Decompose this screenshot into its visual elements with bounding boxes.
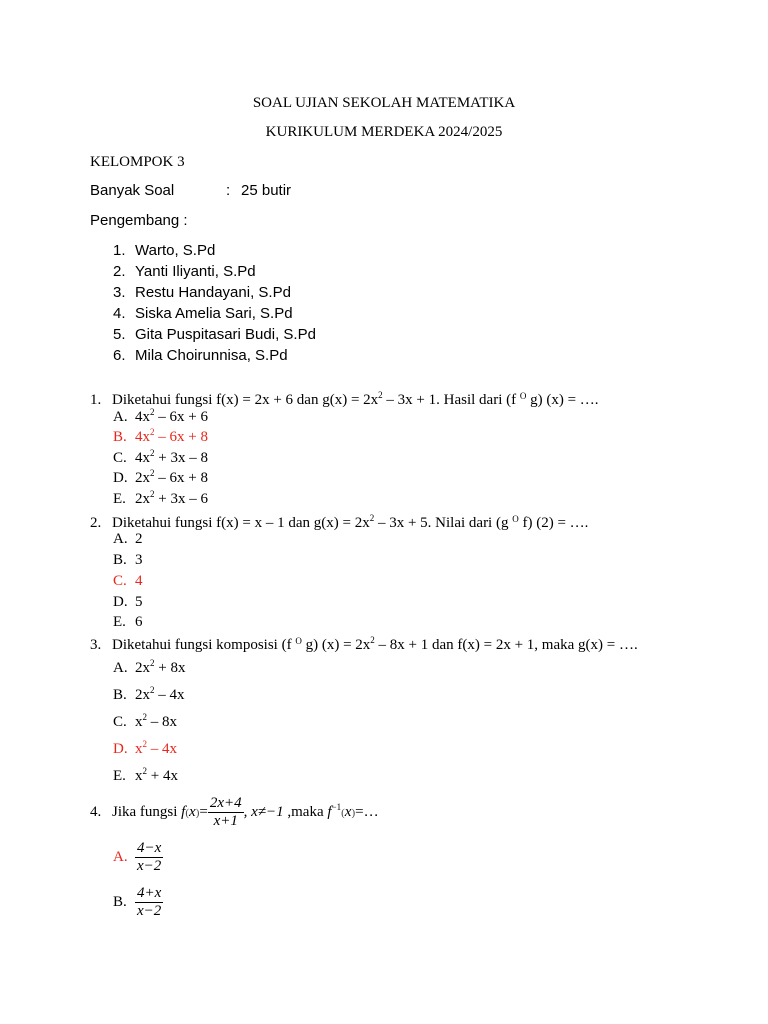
option-label: D.: [113, 594, 128, 610]
fraction: [208, 795, 244, 830]
option-label: C.: [113, 450, 127, 466]
superscript: 2: [150, 427, 155, 437]
list-item: [113, 241, 215, 261]
question-count-separator: :: [226, 182, 231, 199]
option-a-correct[interactable]: [113, 838, 163, 876]
option-text: + 8x: [154, 660, 186, 676]
option-label: E.: [113, 768, 126, 784]
paren: ): [351, 807, 356, 819]
option-text: – 6x + 8: [154, 429, 208, 445]
list-item: [113, 283, 291, 303]
developer-label: Pengembang :: [90, 212, 188, 229]
option-c-correct[interactable]: [113, 571, 143, 591]
option-label: A.: [113, 849, 128, 865]
superscript: 2: [150, 658, 155, 668]
option-a[interactable]: [113, 529, 143, 549]
option-text: 6: [135, 614, 143, 630]
fraction: [135, 840, 163, 875]
option-text: + 4x: [147, 768, 178, 784]
option-text: 4x: [135, 429, 150, 445]
developer-name: Gita Puspitasari Budi, S.Pd: [135, 326, 316, 343]
option-text: 4x: [135, 409, 150, 425]
superscript: 2: [150, 489, 155, 499]
option-label: A.: [113, 660, 128, 676]
list-item: [113, 304, 293, 324]
option-text: – 6x + 8: [154, 470, 208, 486]
question-number: 3.: [90, 637, 102, 653]
superscript: 2: [370, 635, 375, 645]
list-item: [113, 262, 256, 282]
list-number: 1.: [113, 242, 126, 259]
list-item: [113, 325, 316, 345]
option-label: D.: [113, 470, 128, 486]
option-text: – 8x: [147, 714, 177, 730]
option-e[interactable]: [113, 612, 143, 632]
fraction-numerator: 4+x: [137, 885, 162, 902]
superscript: 2: [142, 712, 147, 722]
fraction-denominator: x+1: [213, 813, 238, 830]
option-label: C.: [113, 573, 127, 589]
option-c[interactable]: [113, 712, 177, 732]
question-stem-part: Diketahui fungsi f(x) = 2x + 6 dan g(x) = 2x: [112, 392, 379, 408]
fraction: [135, 885, 163, 920]
option-text: – 6x + 6: [154, 409, 208, 425]
option-text: 2x: [135, 687, 150, 703]
option-label: A.: [113, 531, 128, 547]
question-stem-tail: =…: [355, 804, 379, 820]
option-c[interactable]: [113, 448, 208, 468]
option-text: 5: [135, 594, 143, 610]
option-text: 2x: [135, 660, 150, 676]
option-b[interactable]: [113, 883, 163, 921]
option-e[interactable]: [113, 766, 178, 786]
option-text: 4x: [135, 450, 150, 466]
option-text: – 4x: [154, 687, 185, 703]
question-count-label: Banyak Soal: [90, 182, 175, 199]
list-number: 5.: [113, 326, 126, 343]
fraction-numerator: 2x+4: [209, 795, 242, 812]
superscript: 2: [369, 513, 375, 523]
question-stem-part: f) (2) = ….: [518, 515, 589, 531]
option-a[interactable]: [113, 658, 185, 678]
list-item: [113, 346, 288, 366]
curriculum-title: KURIKULUM MERDEKA 2024/2025: [265, 124, 503, 140]
exam-title: SOAL UJIAN SEKOLAH MATEMATIKA: [252, 95, 516, 111]
option-label: E.: [113, 614, 126, 630]
option-text: 2x: [135, 470, 150, 486]
option-label: C.: [113, 714, 127, 730]
option-text: x: [135, 714, 143, 730]
question-stem-part: – 3x + 5. Nilai dari (g: [374, 515, 513, 531]
option-text: 2: [135, 531, 143, 547]
superscript: 2: [150, 468, 155, 478]
question-4: [90, 793, 379, 832]
option-text: + 3x – 8: [154, 450, 208, 466]
composition-symbol: O: [512, 514, 519, 524]
question-number: 2.: [90, 515, 102, 531]
developer-name: Mila Choirunnisa, S.Pd: [135, 347, 288, 364]
option-text: 3: [135, 552, 143, 568]
paren: ): [195, 807, 200, 819]
option-b[interactable]: [113, 685, 185, 705]
superscript: 2: [150, 448, 155, 458]
domain-condition: , x≠−1: [243, 804, 284, 820]
option-text: x: [135, 768, 143, 784]
developer-name: Siska Amelia Sari, S.Pd: [135, 305, 293, 322]
question-stem-part: Diketahui fungsi f(x) = x – 1 dan g(x) = 2x: [112, 515, 370, 531]
question-stem-part: Jika fungsi: [112, 804, 182, 820]
option-label: B.: [113, 687, 127, 703]
option-label: E.: [113, 491, 126, 507]
option-label: A.: [113, 409, 128, 425]
question-number: 4.: [90, 804, 102, 820]
paren: (: [341, 807, 345, 819]
question-stem-part: Diketahui fungsi komposisi (f: [112, 637, 296, 653]
option-d[interactable]: [113, 468, 208, 488]
function-arg: x: [344, 804, 352, 820]
option-label: D.: [113, 741, 128, 757]
inverse-function-name: f: [327, 804, 332, 820]
list-number: 3.: [113, 284, 126, 301]
option-a[interactable]: [113, 407, 208, 427]
list-number: 6.: [113, 347, 126, 364]
developer-name: Yanti Iliyanti, S.Pd: [135, 263, 256, 280]
superscript: 2: [150, 685, 155, 695]
fraction-denominator: x−2: [137, 858, 162, 875]
question-stem-part: g) (x) = ….: [526, 392, 599, 408]
paren: (: [185, 807, 190, 819]
superscript: 2: [142, 766, 147, 776]
option-text: + 3x – 6: [154, 491, 208, 507]
question-stem-part: ,maka: [283, 804, 328, 820]
option-d[interactable]: [113, 592, 143, 612]
superscript: 2: [150, 407, 155, 417]
option-d-correct[interactable]: [113, 739, 177, 759]
question-2: [90, 509, 588, 533]
option-label: B.: [113, 429, 127, 445]
option-text: 2x: [135, 491, 150, 507]
option-text: 4: [135, 573, 143, 589]
fraction-numerator: 4−x: [137, 840, 162, 857]
composition-symbol: O: [519, 391, 527, 401]
superscript: 2: [378, 390, 383, 400]
question-stem-part: – 8x + 1 dan f(x) = 2x + 1, maka g(x) = ….: [374, 637, 638, 653]
list-number: 4.: [113, 305, 126, 322]
fraction-denominator: x−2: [137, 903, 162, 920]
option-e[interactable]: [113, 489, 208, 509]
group-label: KELOMPOK 3: [90, 154, 185, 170]
function-name: f: [181, 804, 186, 820]
list-number: 2.: [113, 263, 126, 280]
option-b[interactable]: [113, 550, 143, 570]
option-text: – 4x: [147, 741, 177, 757]
developer-name: Warto, S.Pd: [135, 242, 216, 259]
superscript: 2: [142, 739, 147, 749]
option-text: x: [135, 741, 143, 757]
developer-name: Restu Handayani, S.Pd: [135, 284, 291, 301]
composition-symbol: O: [295, 636, 302, 646]
inverse-superscript: −1: [331, 802, 342, 812]
question-number: 1.: [90, 392, 102, 408]
question-3: [90, 631, 638, 655]
equals-sign: =: [199, 804, 208, 820]
option-label: B.: [113, 894, 127, 910]
question-stem-part: – 3x + 1. Hasil dari (f: [382, 392, 520, 408]
question-stem-part: g) (x) = 2x: [301, 637, 371, 653]
option-label: B.: [113, 552, 127, 568]
function-arg: x: [189, 804, 196, 820]
question-count-value: 25 butir: [241, 182, 292, 199]
option-b-correct[interactable]: [113, 427, 208, 447]
